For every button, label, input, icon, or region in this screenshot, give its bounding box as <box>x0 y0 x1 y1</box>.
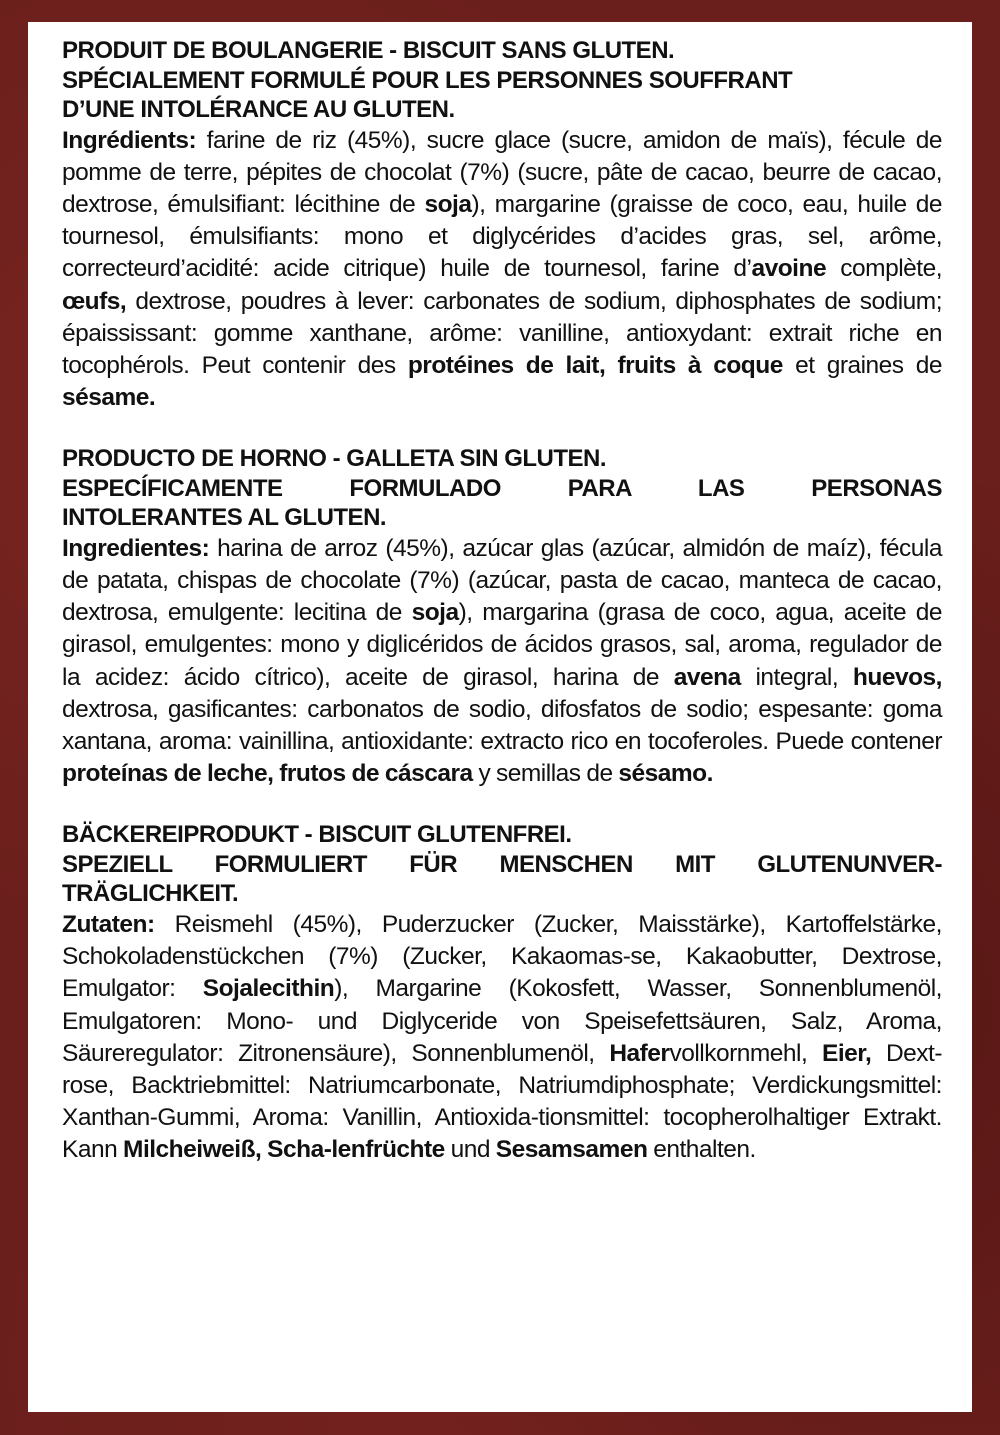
spanish-text-4: dextrosa, gasificantes: carbonatos de sodio, difosfatos de sodio; espesante: goma xantana, aroma: vainillina, antioxidante: extracto rico en tocoferoles. Puede contener <box>62 695 942 756</box>
spanish-allergen-soja: soja <box>411 599 459 627</box>
french-text-5: et graines de <box>782 351 942 379</box>
spanish-heading <box>62 444 942 533</box>
french-text-4: dextrose, poudres à lever: carbonates de sodium, diphosphates de sodium; épaississant: gomme xanthane, arôme: vanilline, antioxydant: extrait riche en tocophérols. Peut contenir des <box>62 287 942 379</box>
spanish-text-5: y semillas de <box>472 760 619 788</box>
german-heading-line-1: BÄCKEREIPRODUKT - BISCUIT GLUTENFREI. <box>62 821 572 849</box>
spanish-text-2: ), margarina (grasa de coco, agua, aceite de girasol, emulgentes: mono y diglicéridos de ácidos grasos, sal, aroma, regulador de la acidez: ácido cítrico), aceite de girasol, harina de <box>62 599 942 691</box>
spanish-allergen-avena: avena <box>673 663 741 691</box>
section-spanish <box>62 444 942 790</box>
french-heading-line-1: PRODUIT DE BOULANGERIE - BISCUIT SANS GLUTEN. <box>62 37 675 64</box>
spanish-heading-line-3: INTOLERANTES AL GLUTEN. <box>62 504 387 532</box>
spanish-heading-line-2: ESPECÍFICAMENTE FORMULADO PARA LAS PERSONAS <box>62 474 942 502</box>
spanish-allergen-huevos: huevos, <box>852 663 942 691</box>
french-allergen-oeufs: œufs, <box>62 287 127 315</box>
german-text-2: ), Margarine (Kokosfett, Wasser, Sonnenblumenöl, Emulgatoren: Mono- und Diglyceride von Speisefettsäuren, Salz, Aroma, Säureregulator: Zitronensäure), Sonnenblumenöl, <box>62 975 942 1067</box>
spanish-heading-line-1: PRODUCTO DE HORNO - GALLETA SIN GLUTEN. <box>62 445 607 473</box>
french-text-1: farine de riz (45%), sucre glace (sucre, amidon de maïs), fécule de pomme de terre, pépites de chocolat (7%) (sucre, pâte de cacao, beurre de cacao, dextrose, émulsifiant: lécithine de <box>62 126 942 218</box>
german-text-6: enthalten. <box>647 1136 756 1164</box>
german-text-4: Dext-rose, Backtriebmittel: Natriumcarbonate, Natriumdiphosphate; Verdickungsmittel: Xanthan-Gummi, Aroma: Vanillin, Antioxida-tionsmittel: tocopherolhaltiger Extrakt. Kann <box>62 1039 943 1164</box>
french-ingredients-label: Ingrédients: <box>62 126 197 154</box>
french-heading-line-3: D’UNE INTOLÉRANCE AU GLUTEN. <box>62 96 455 123</box>
german-text-5: und <box>444 1136 496 1164</box>
german-text-1: Reismehl (45%), Puderzucker (Zucker, Maisstärke), Kartoffelstärke, Schokoladenstückchen (7%) (Zucker, Kakaomas-se, Kakaobutter, Dextrose, Emulgator: <box>62 910 942 1003</box>
french-text-2: ), margarine (graisse de coco, eau, huile de tournesol, émulsifiants: mono et diglycérides d’acides gras, sel, arôme, correcteurd’acidité: acide citrique) huile de tournesol, farine d’ <box>62 190 942 283</box>
spanish-ingredients-label: Ingredientes: <box>62 534 210 562</box>
german-allergen-sojalecithin: Sojalecithin <box>202 975 335 1003</box>
french-heading <box>62 36 942 125</box>
french-ingredients <box>62 125 942 415</box>
french-allergen-traces: protéines de lait, fruits à coque <box>407 351 783 379</box>
french-allergen-sesame: sésame. <box>62 384 156 412</box>
german-heading-line-2: SPEZIELL FORMULIERT FÜR MENSCHEN MIT GLUTENUNVER- <box>62 850 942 878</box>
spanish-ingredients <box>62 533 942 791</box>
spanish-allergen-traces: proteínas de leche, frutos de cáscara <box>62 760 473 788</box>
german-ingredients <box>62 909 942 1167</box>
french-heading-line-2: SPÉCIALEMENT FORMULÉ POUR LES PERSONNES SOUFFRANT <box>62 66 793 94</box>
german-allergen-hafer: Hafer <box>609 1039 670 1067</box>
german-heading-line-3: TRÄGLICHKEIT. <box>62 880 239 908</box>
french-allergen-avoine: avoine <box>751 255 827 283</box>
german-text-3: vollkornmehl, <box>669 1039 822 1067</box>
spanish-text-3: integral, <box>740 663 853 691</box>
german-heading <box>62 820 942 909</box>
german-allergen-eier: Eier, <box>822 1039 872 1067</box>
label-panel <box>28 22 972 1412</box>
section-german <box>62 820 942 1166</box>
german-ingredients-label: Zutaten: <box>62 910 155 938</box>
french-text-3: complète, <box>826 255 942 283</box>
german-allergen-sesamsamen: Sesamsamen <box>495 1136 648 1164</box>
section-french <box>62 36 942 414</box>
german-allergen-traces: Milcheiweiß, Scha-lenfrüchte <box>123 1136 445 1164</box>
spanish-allergen-sesamo: sésamo. <box>618 760 713 788</box>
spanish-text-1: harina de arroz (45%), azúcar glas (azúcar, almidón de maíz), fécula de patata, chispas de chocolate (7%) (azúcar, pasta de cacao, manteca de cacao, dextrosa, emulgente: lecitina de <box>62 534 942 627</box>
french-allergen-soja: soja <box>424 190 472 218</box>
